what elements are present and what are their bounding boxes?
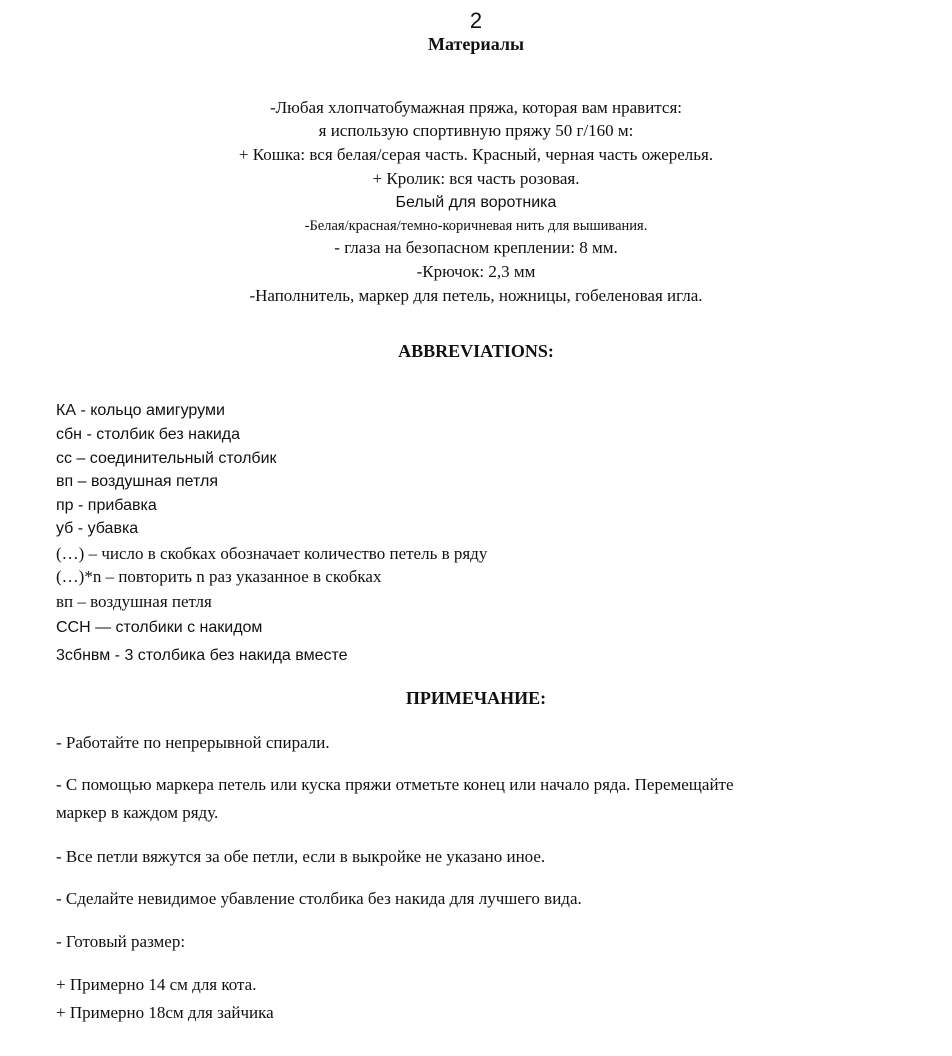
materials-line: -Белая/красная/темно-коричневая нить для вышивания. <box>304 218 648 234</box>
note-item: маркер в каждом ряду. <box>56 803 219 822</box>
note-item: + Примерно 18см для зайчика <box>56 1003 274 1022</box>
materials-line: Белый для воротника <box>395 194 557 211</box>
abbreviation-item: КА - кольцо амигуруми <box>56 402 225 419</box>
materials-line: + Кошка: вся белая/серая часть. Красный, черная часть ожерелья. <box>238 145 714 164</box>
abbreviation-item: сбн - столбик без накида <box>56 426 241 443</box>
abbreviation-item: 3сбнвм - 3 столбика без накида вместе <box>56 647 348 664</box>
materials-line: + Кролик: вся часть розовая. <box>372 169 580 188</box>
abbreviation-item: сс – соединительный столбик <box>56 450 277 467</box>
notes-heading: ПРИМЕЧАНИЕ: <box>405 688 547 708</box>
note-item: - Все петли вяжутся за обе петли, если в выкройке не указано иное. <box>56 847 546 866</box>
abbreviation-item: (…) – число в скобках обозначает количество петель в ряду <box>56 544 488 563</box>
abbreviations-heading: ABBREVIATIONS: <box>398 341 554 361</box>
materials-line: -Любая хлопчатобумажная пряжа, которая вам нравится: <box>269 98 683 117</box>
abbreviation-item: ССН — столбики с накидом <box>56 619 263 636</box>
materials-line: -Крючок: 2,3 мм <box>416 262 536 281</box>
note-item: - Работайте по непрерывной спирали. <box>56 733 330 752</box>
page-number: 2 <box>469 8 483 33</box>
materials-line: я использую спортивную пряжу 50 г/160 м: <box>318 121 634 140</box>
abbreviation-item: вп – воздушная петля <box>56 473 218 490</box>
materials-heading: Материалы <box>427 34 525 54</box>
note-item: + Примерно 14 см для кота. <box>56 975 257 994</box>
abbreviation-item: вп – воздушная петля <box>56 592 212 611</box>
materials-line: - глаза на безопасном креплении: 8 мм. <box>334 238 618 257</box>
note-item: - Сделайте невидимое убавление столбика без накида для лучшего вида. <box>56 889 582 908</box>
abbreviation-item: пр - прибавка <box>56 497 157 514</box>
abbreviation-item: (…)*n – повторить n раз указанное в скобках <box>56 567 382 586</box>
abbreviation-item: уб - убавка <box>56 520 139 537</box>
note-item: - С помощью маркера петель или куска пряжи отметьте конец или начало ряда. Перемещайте <box>56 775 734 794</box>
materials-line: -Наполнитель, маркер для петель, ножницы, гобеленовая игла. <box>249 286 703 305</box>
note-item: - Готовый размер: <box>56 932 186 951</box>
